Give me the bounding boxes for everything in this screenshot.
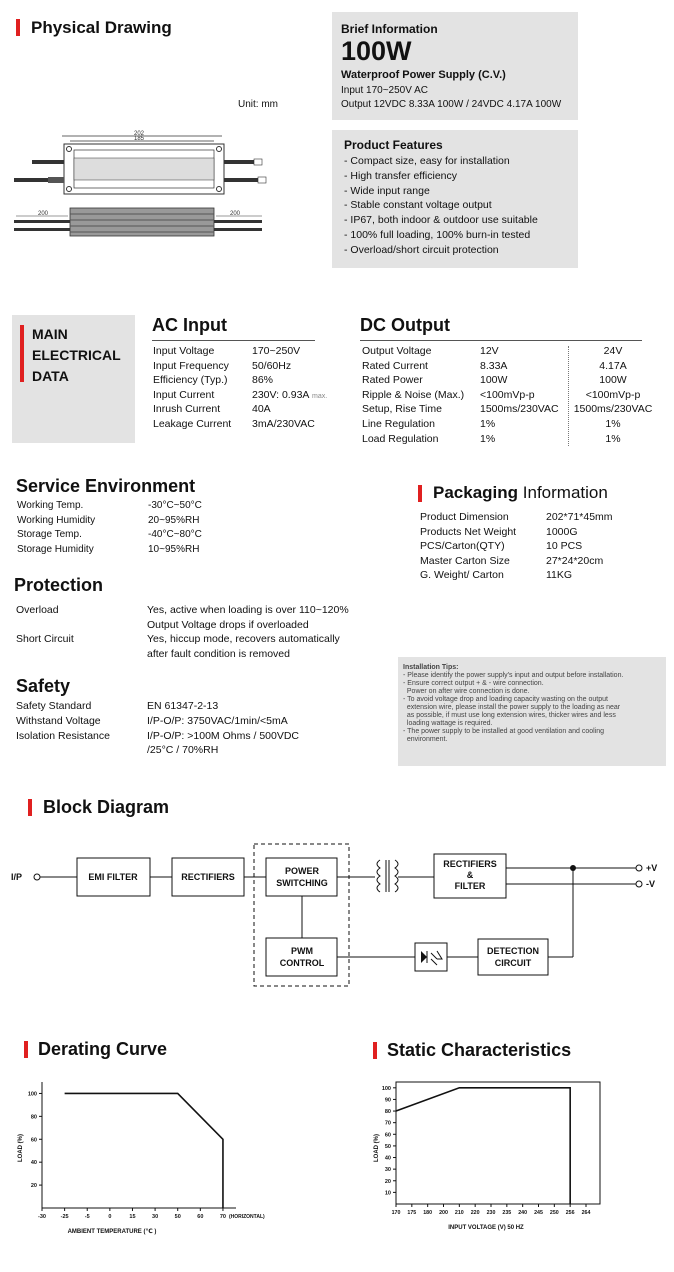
x-tick-label: 0 — [108, 1214, 112, 1220]
y-tick-label: 40 — [384, 1155, 391, 1162]
power-switching-block — [266, 858, 337, 896]
max-note: max. — [312, 393, 328, 400]
dim-top2: 185 — [134, 136, 145, 142]
y-tick-label: 10 — [384, 1190, 391, 1197]
spec-value-24v: 1% — [605, 432, 621, 445]
tips-lines — [403, 672, 623, 744]
divider — [152, 340, 315, 341]
x-tick-label: 180 — [423, 1210, 433, 1216]
brief-info-panel — [332, 12, 578, 120]
spec-label: Load Regulation — [362, 432, 439, 445]
static-chart — [366, 1078, 626, 1238]
spec-value-24v: <100mVp-p — [585, 388, 641, 401]
tip-line: - Please identify the power supply's input and output before installation. — [403, 672, 624, 679]
derating-chart — [12, 1078, 288, 1238]
feature-item: - Compact size, easy for installation — [344, 155, 510, 167]
pack-label: Products Net Weight — [420, 525, 517, 538]
brief-output: Output 12VDC 8.33A 100W / 24VDC 4.17A 100W — [341, 99, 562, 110]
env-value: 20~95%RH — [148, 514, 200, 526]
pack-label: Product Dimension — [420, 511, 509, 523]
x-tick-label: 170 — [391, 1210, 401, 1216]
main-electrical-label: MAIN ELECTRICAL DATA — [32, 326, 121, 384]
block-diagram — [0, 840, 674, 990]
x-tick-label: 60 — [197, 1214, 204, 1220]
spec-value-24v: 1500ms/230VAC — [573, 403, 653, 416]
safety-value: I/P-O/P: >100M Ohms / 500VDC — [147, 730, 300, 742]
feature-item: - Wide input range — [344, 184, 430, 197]
spec-value-12v: 1% — [480, 418, 496, 430]
x-tick-label: 245 — [534, 1210, 543, 1216]
pack-value: 10 PCS — [546, 540, 583, 553]
spec-label: Input Frequency — [153, 359, 229, 372]
spec-label: Line Regulation — [362, 418, 435, 430]
spec-label: Rated Power — [362, 374, 423, 387]
detection-circuit-block — [478, 939, 548, 975]
features-title: Product Features — [344, 138, 443, 152]
x-tick-label: 250 — [549, 1210, 559, 1216]
spec-label: Leakage Current — [153, 418, 232, 430]
derating-title: Derating Curve — [38, 1039, 168, 1059]
tip-line: environment. — [403, 736, 448, 743]
pack-value: 202*71*45mm — [546, 511, 613, 523]
ac-input-title: AC Input — [152, 315, 227, 335]
pack-value: 11KG — [546, 569, 573, 582]
pack-value: 1000G — [546, 525, 578, 538]
section-marker — [16, 19, 20, 36]
y-axis-label: LOAD (%) — [374, 1134, 380, 1162]
protection-title: Protection — [14, 575, 104, 595]
vminus-label: -V — [646, 879, 655, 889]
svg-text:RECTIFIERS: RECTIFIERS — [443, 859, 497, 869]
y-tick-label: 40 — [30, 1160, 37, 1167]
feature-item: - Stable constant voltage output — [344, 199, 492, 212]
ip-label: I/P — [11, 872, 23, 882]
feature-item: - 100% full loading, 100% burn-in tested — [344, 228, 531, 241]
feature-item: - Overload/short circuit protection — [344, 243, 499, 256]
y-tick-label: 90 — [384, 1097, 391, 1104]
svg-text:CONTROL: CONTROL — [279, 958, 325, 968]
svg-text:DETECTION: DETECTION — [486, 946, 540, 956]
x-tick-label: -5 — [84, 1214, 90, 1220]
y-tick-label: 80 — [30, 1114, 37, 1121]
svg-text:POWER: POWER — [284, 866, 320, 876]
x-tick-label: 30 — [152, 1214, 159, 1220]
pack-label: G. Weight/ Carton — [420, 569, 504, 582]
static-title: Static Characteristics — [387, 1040, 572, 1060]
dim-right: 200 — [230, 211, 241, 217]
env-label: Storage Temp. — [17, 529, 82, 541]
spec-value-24v: 1% — [605, 418, 621, 430]
section-marker — [24, 1041, 28, 1058]
tips-title: Installation Tips: — [403, 664, 459, 671]
overload-value-1: Yes, active when loading is over 110~120% — [147, 604, 349, 616]
spec-value-24v: 100W — [599, 374, 627, 387]
x-tick-label: 15 — [129, 1214, 136, 1220]
features-list — [344, 154, 538, 258]
env-value: -30°C~50°C — [148, 500, 202, 511]
x-tick-label: -30 — [38, 1214, 46, 1220]
y-tick-label: 20 — [30, 1183, 37, 1190]
safety-label: Isolation Resistance — [16, 730, 110, 742]
x-tick-label: 240 — [518, 1210, 528, 1216]
y-tick-label: 50 — [384, 1143, 391, 1150]
derating-line — [65, 1093, 223, 1208]
x-note-label: (HORIZONTAL) — [228, 1214, 265, 1220]
env-value: 10~95%RH — [148, 543, 200, 555]
spec-value: 40A — [252, 403, 271, 416]
tip-line: Power on after wire connection is done. — [403, 688, 530, 695]
physical-drawing — [12, 128, 274, 240]
spec-label: Efficiency (Typ.) — [153, 374, 228, 387]
safety-value: I/P-O/P: 3750VAC/1min/<5mA — [147, 715, 288, 727]
spec-value-12v: 1% — [480, 432, 496, 445]
overload-label: Overload — [16, 604, 59, 616]
short-circuit-value-1: Yes, hiccup mode, recovers automatically — [147, 633, 340, 645]
safety-label: Safety Standard — [16, 700, 92, 712]
service-title: Service Environment — [16, 476, 196, 496]
tip-line: - To avoid voltage drop and loading capacity wasting on the output — [403, 696, 608, 703]
y-tick-label: 60 — [30, 1137, 37, 1144]
pack-value: 27*24*20cm — [546, 554, 604, 567]
section-marker — [28, 799, 32, 816]
pack-label: PCS/Carton(QTY) — [420, 540, 505, 553]
spec-label: Inrush Current — [153, 403, 221, 416]
y-tick-label: 100 — [381, 1085, 391, 1092]
safety-extra: /25°C / 70%RH — [147, 744, 219, 756]
spec-value-12v: 100W — [480, 374, 508, 387]
svg-text:PWM: PWM — [291, 946, 313, 956]
svg-text:&: & — [466, 870, 474, 880]
x-axis-label: INPUT VOLTAGE (V) 50 HZ — [448, 1225, 524, 1231]
tip-line: - Ensure correct output + & - wire connection. — [403, 680, 544, 687]
tip-line: extension wire, please install the power supply to the loading as near — [403, 704, 621, 711]
svg-text:SWITCHING: SWITCHING — [276, 878, 328, 888]
overload-value-2: Output Voltage drops if overloaded — [147, 619, 309, 631]
y-tick-label: 80 — [384, 1109, 391, 1116]
spec-value: 170~250V — [252, 345, 301, 357]
x-tick-label: 210 — [454, 1210, 464, 1216]
main-electrical-panel — [12, 315, 135, 443]
env-value: -40°C~80°C — [148, 529, 202, 541]
spec-value: 230V: 0.93A — [252, 388, 310, 401]
spec-value-12v: 8.33A — [480, 359, 508, 372]
brief-input: Input 170~250V AC — [341, 85, 429, 96]
spec-value-12v: <100mVp-p — [480, 388, 535, 401]
divider — [360, 340, 642, 341]
y-tick-label: 30 — [384, 1167, 391, 1174]
dim-top1: 202 — [134, 131, 145, 137]
vplus-label: +V — [646, 863, 658, 873]
x-tick-label: 50 — [174, 1214, 181, 1220]
dim-left: 200 — [38, 211, 49, 217]
svg-text:FILTER: FILTER — [454, 881, 486, 891]
y-tick-label: 20 — [384, 1178, 391, 1185]
x-tick-label: 70 — [219, 1214, 227, 1220]
spec-label: Ripple & Noise (Max.) — [362, 388, 465, 401]
unit-label: Unit: mm — [238, 99, 278, 110]
svg-text:CIRCUIT: CIRCUIT — [494, 958, 532, 968]
tip-line: - The power supply to be installed at good ventilation and cooling — [403, 728, 605, 735]
block-diagram-title: Block Diagram — [43, 797, 170, 817]
pwm-control-block — [266, 938, 337, 976]
spec-value-12v: 1500ms/230VAC — [480, 403, 559, 416]
spec-value: 50/60Hz — [252, 359, 292, 372]
safety-value: EN 61347-2-13 — [147, 700, 219, 712]
x-axis-label: AMBIENT TEMPERATURE (℃ ) — [67, 1229, 157, 1235]
packaging-title: Packaging Information — [433, 483, 608, 502]
feature-item: - IP67, both indoor & outdoor use suitable — [344, 214, 538, 227]
tip-line: loading wattage is required. — [403, 720, 493, 727]
installation-tips-panel — [398, 657, 666, 766]
x-tick-label: 175 — [407, 1210, 417, 1216]
spec-label: Setup, Rise Time — [362, 403, 442, 416]
brief-watt: 100W — [341, 36, 412, 66]
x-tick-label: -25 — [60, 1214, 69, 1220]
y-tick-label: 100 — [27, 1091, 37, 1098]
y-tick-label: 70 — [384, 1120, 391, 1127]
short-circuit-label: Short Circuit — [16, 633, 74, 645]
optocoupler-icon — [415, 943, 447, 971]
safety-label: Withstand Voltage — [16, 715, 101, 727]
product-features-panel — [332, 130, 578, 268]
spec-label: Input Current — [153, 388, 215, 401]
env-label: Storage Humidity — [17, 543, 94, 555]
safety-title: Safety — [16, 676, 71, 696]
x-tick-label: 230 — [486, 1210, 496, 1216]
physical-drawing-title: Physical Drawing — [31, 18, 172, 37]
x-tick-label: 256 — [565, 1210, 575, 1216]
dc-output-title: DC Output — [360, 315, 450, 335]
x-tick-label: 264 — [581, 1210, 591, 1216]
spec-value-24v: 4.17A — [599, 359, 627, 372]
brief-title: Brief Information — [341, 22, 438, 36]
section-marker — [373, 1042, 377, 1059]
spec-value: 86% — [252, 374, 274, 387]
spec-value-24v: 24V — [603, 345, 623, 357]
section-marker — [20, 325, 24, 382]
static-line — [396, 1088, 570, 1204]
brief-subtitle: Waterproof Power Supply (C.V.) — [341, 69, 506, 81]
spec-value: 3mA/230VAC — [252, 418, 315, 430]
short-circuit-value-2: after fault condition is removed — [147, 648, 290, 660]
rectifiers-label: RECTIFIERS — [181, 872, 235, 882]
spec-label: Output Voltage — [362, 345, 432, 357]
spec-label: Rated Current — [362, 359, 428, 372]
y-tick-label: 60 — [384, 1132, 391, 1139]
section-marker — [418, 485, 422, 502]
spec-label: Input Voltage — [153, 345, 215, 357]
emi-filter-label: EMI FILTER — [88, 872, 138, 882]
feature-item: - High transfer efficiency — [344, 169, 458, 182]
env-label: Working Humidity — [17, 514, 96, 526]
spec-value-12v: 12V — [480, 345, 499, 357]
x-tick-label: 235 — [502, 1210, 512, 1216]
tip-line: as possible, if must use long extension wires, thicker wires and less — [403, 712, 616, 719]
y-axis-label: LOAD (%) — [18, 1134, 24, 1162]
transformer-icon — [377, 860, 380, 892]
env-label: Working Temp. — [17, 500, 84, 511]
pack-label: Master Carton Size — [420, 554, 510, 567]
x-tick-label: 200 — [439, 1210, 448, 1216]
x-tick-label: 220 — [470, 1210, 480, 1216]
